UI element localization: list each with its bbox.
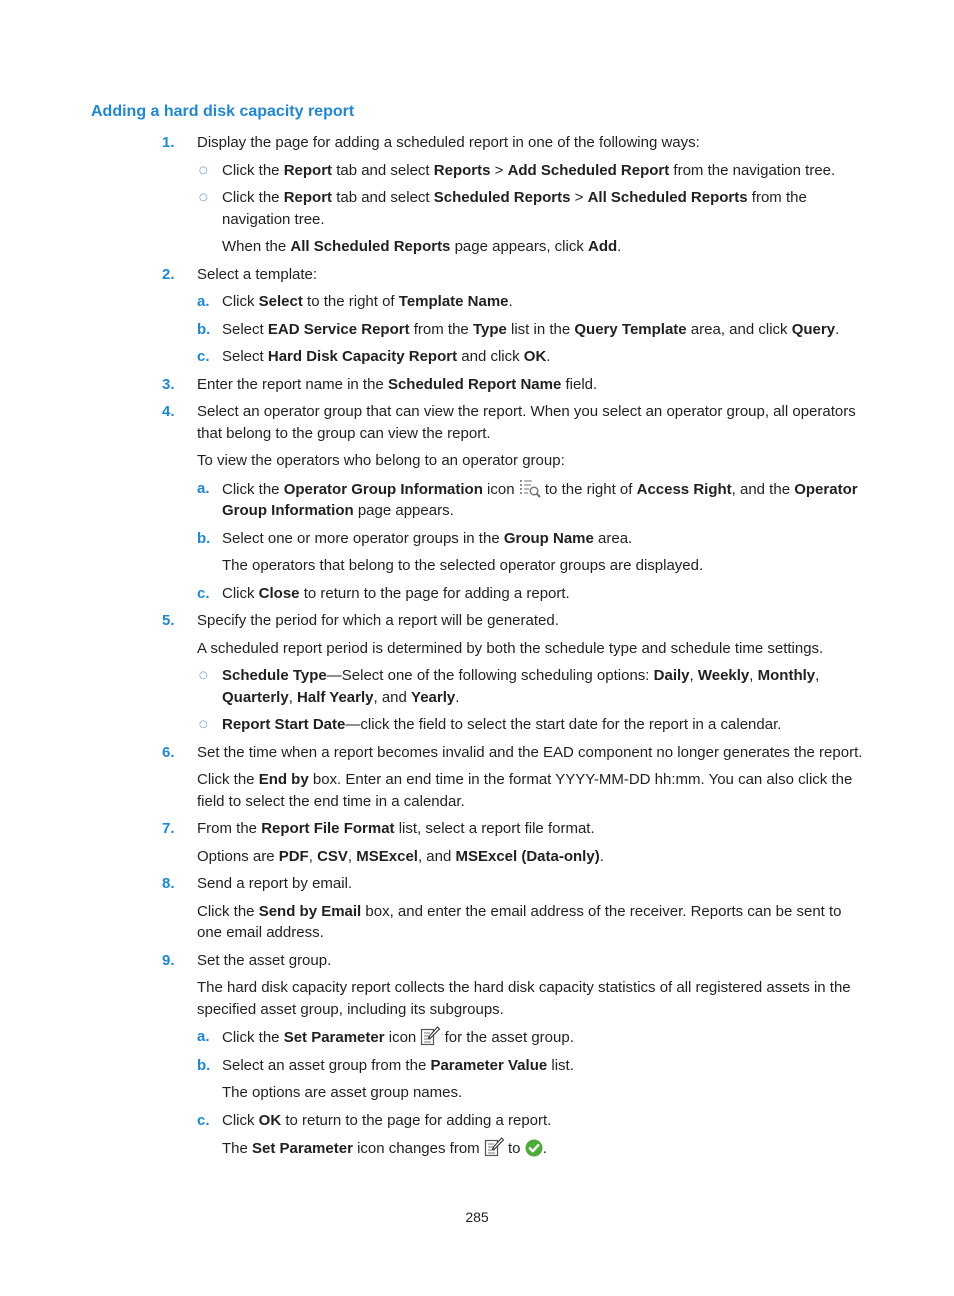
bullet-text: [222, 189, 807, 228]
bold-term: Close: [258, 584, 300, 602]
step-9: [162, 950, 866, 1160]
substep-text: [222, 321, 839, 338]
text-run: Options are: [197, 847, 279, 865]
substep-text: [222, 1112, 551, 1129]
text-run: Click: [222, 584, 259, 602]
bullet-marker: ○: [199, 192, 208, 203]
green-check-icon: [525, 1139, 543, 1157]
section-title: Adding a hard disk capacity report: [91, 103, 355, 120]
substep-label: b.: [197, 529, 211, 547]
text-run: ,: [815, 667, 820, 684]
bold-term: Access Right: [636, 480, 732, 498]
text-run: Click the: [222, 161, 284, 179]
text-run: Display the page for adding a scheduled report in one of the following ways:: [197, 134, 700, 151]
text-run: Select one or more operator groups in the: [222, 529, 504, 547]
text-run: Click: [222, 293, 259, 310]
text-run: ,: [749, 667, 758, 684]
step-number: 9.: [162, 951, 175, 969]
text-run: Click: [222, 1111, 259, 1129]
text-run: Select: [222, 348, 268, 365]
text-run: to: [503, 1140, 525, 1157]
text-run: to return to the page for adding a report.: [299, 584, 570, 602]
text-run: list in the: [506, 320, 575, 338]
text-run: to the right of: [302, 293, 399, 310]
text-run: box. Enter an end time in the format YYYY-MM-DD hh:mm. You can also click the field to select the end time in a calendar.: [197, 771, 853, 810]
bold-term: Parameter Value: [430, 1056, 548, 1074]
step-5-description: [197, 638, 866, 660]
text-run: area.: [593, 529, 633, 547]
text-run: The operators that belong to the selected operator groups are displayed.: [222, 557, 704, 574]
bullet-marker: ○: [199, 164, 208, 176]
step-9-substep-c: [197, 1110, 866, 1132]
text-run: .: [546, 348, 551, 365]
step-2-substep-b: [197, 319, 866, 341]
text-run: Enter the report name in the: [197, 375, 388, 393]
text-run: , and: [417, 847, 456, 865]
step-5-option-report-start-date: [197, 714, 866, 736]
text-run: from the navigation tree.: [222, 189, 807, 228]
text-run: Click the: [222, 480, 284, 498]
text-run: and click: [457, 348, 524, 365]
bullet-text: [222, 667, 819, 706]
substep-text: [222, 1057, 574, 1074]
step-2-substep-c: [197, 346, 866, 368]
bullet-text: [222, 162, 835, 179]
text-run: ,: [689, 667, 698, 684]
step-9-substep-a: [197, 1026, 866, 1049]
bold-term: Report: [283, 189, 333, 206]
bold-term: OK: [523, 348, 547, 365]
bold-term: MSExcel (Data-only): [455, 847, 600, 865]
substep-label: c.: [197, 1111, 210, 1129]
bold-term: All Scheduled Reports: [587, 189, 748, 206]
text-run: .: [599, 847, 604, 865]
bold-term: Weekly: [697, 667, 750, 684]
procedure-steps: [0, 132, 954, 1166]
step-number: 5.: [162, 612, 175, 629]
bold-term: Add: [587, 238, 618, 255]
substep-text: [222, 1029, 574, 1046]
bold-term: Group Name: [503, 529, 594, 547]
text-run: A scheduled report period is determined by both the schedule type and schedule time settings.: [197, 639, 824, 657]
step-1-option-2: [197, 187, 866, 230]
text-run: .: [617, 238, 622, 255]
step-1-text: [197, 132, 866, 154]
page-number: 285: [465, 1209, 489, 1225]
bold-term: Scheduled Report Name: [387, 375, 562, 393]
bullet-marker: ○: [199, 670, 208, 681]
step-number: 7.: [162, 820, 175, 837]
substep-label: a.: [197, 479, 210, 497]
text-run: to return to the page for adding a report.: [281, 1111, 552, 1129]
text-run: Send a report by email.: [197, 875, 353, 892]
bullet-text: [222, 716, 781, 733]
step-9-description: [197, 977, 866, 1020]
substep-text: [222, 481, 858, 520]
substep-label: a.: [197, 293, 210, 310]
step-3: [162, 374, 866, 396]
text-run: from the navigation tree.: [669, 161, 836, 179]
text-run: , and the: [731, 480, 795, 498]
step-number: 1.: [162, 134, 175, 151]
text-run: The: [222, 1140, 253, 1157]
substep-text: [222, 348, 550, 365]
text-run: Specify the period for which a report will be generated.: [197, 612, 559, 629]
set-parameter-icon: [484, 1137, 504, 1157]
text-run: —click the field to select the start date for the report in a calendar.: [345, 716, 782, 733]
substep-text: [222, 293, 513, 310]
step-6-text: [197, 742, 866, 764]
substep-label: c.: [197, 348, 210, 365]
substep-label: a.: [197, 1028, 210, 1045]
bold-term: OK: [258, 1111, 282, 1129]
step-8: [162, 873, 866, 944]
text-run: .: [835, 320, 840, 338]
bold-term: Add Scheduled Report: [507, 161, 670, 179]
step-6-detail: [197, 769, 866, 812]
bold-term: Quarterly: [222, 688, 289, 706]
bold-term: All Scheduled Reports: [290, 238, 451, 255]
bold-term: Template Name: [398, 293, 509, 310]
text-run: From the: [197, 820, 262, 837]
step-number: 2.: [162, 265, 175, 283]
text-run: to the right of: [540, 480, 637, 498]
text-run: from the: [409, 320, 473, 338]
step-2-substep-a: [197, 291, 866, 313]
text-run: icon changes from: [352, 1140, 484, 1157]
step-number: 6.: [162, 743, 175, 761]
step-7-detail: [197, 846, 866, 868]
set-parameter-icon: [420, 1026, 440, 1046]
text-run: Select: [222, 320, 268, 338]
text-run: To view the operators who belong to an operator group:: [197, 452, 565, 469]
text-run: list, select a report file format.: [394, 820, 595, 837]
step-7: [162, 818, 866, 867]
step-9-note-icon-change: [197, 1137, 866, 1160]
text-run: The hard disk capacity report collects the hard disk capacity statistics of all registered assets in the specified asset group, including its subgroups.: [197, 979, 851, 1018]
step-9-text: [197, 950, 866, 972]
text-run: box, and enter the email address of the receiver. Reports can be sent to one email address.: [197, 902, 842, 941]
text-run: list.: [547, 1056, 574, 1074]
bold-term: Yearly: [411, 688, 456, 706]
operator-group-information-icon: [519, 478, 541, 498]
step-2-text: [197, 264, 866, 286]
bold-term: Daily: [653, 667, 690, 684]
step-number: 8.: [162, 875, 175, 892]
step-number: 3.: [162, 375, 175, 393]
step-9-substep-b: [197, 1055, 866, 1077]
substep-label: b.: [197, 1056, 211, 1074]
text-run: ,: [288, 688, 298, 706]
bold-term: Query: [791, 320, 836, 338]
text-run: .: [542, 1140, 547, 1157]
text-run: Click the: [222, 1029, 284, 1046]
text-run: .: [455, 688, 460, 706]
bold-term: PDF: [278, 847, 309, 865]
text-run: icon: [384, 1029, 421, 1046]
step-4-intro: [197, 450, 866, 472]
text-run: Click the: [197, 771, 259, 788]
step-9-note-options: [197, 1082, 866, 1104]
step-5-text: [197, 610, 866, 632]
text-run: When the: [222, 238, 291, 255]
step-4-substep-c: [197, 583, 866, 605]
bullet-marker: ○: [199, 719, 208, 730]
step-8-text: [197, 873, 866, 895]
bold-term: Scheduled Reports: [433, 189, 571, 206]
step-4-text: [197, 401, 866, 444]
text-run: Click the: [197, 902, 259, 920]
step-number: 4.: [162, 403, 175, 420]
step-7-text: [197, 818, 866, 840]
substep-text: [222, 530, 632, 547]
step-1-note: [197, 236, 866, 258]
step-6: [162, 742, 866, 813]
text-run: , and: [373, 688, 412, 706]
text-run: ,: [308, 847, 318, 865]
step-1-option-1: [197, 160, 866, 182]
text-run: page appears.: [353, 502, 454, 519]
bold-term: Select: [258, 293, 303, 310]
text-run: Select an operator group that can view the report. When you select an operator group, all operators that belong to the group can view the report.: [197, 403, 856, 442]
bold-term: End by: [258, 771, 309, 788]
bold-term: Monthly: [757, 667, 816, 684]
bold-term: Type: [472, 320, 507, 338]
text-run: Set the time when a report becomes invalid and the EAD component no longer generates the report.: [197, 743, 863, 761]
bold-term: Report Start Date: [222, 716, 346, 733]
bold-term: Operator Group Information: [222, 480, 858, 519]
text-run: The options are asset group names.: [222, 1084, 463, 1101]
step-4: [162, 401, 866, 604]
text-run: field.: [561, 375, 598, 393]
substep-label: b.: [197, 320, 211, 338]
step-5-option-schedule-type: [197, 665, 866, 708]
text-run: Select an asset group from the: [222, 1056, 431, 1074]
step-4-substep-a: [197, 478, 866, 522]
text-run: icon: [482, 480, 519, 498]
text-run: >: [570, 189, 588, 206]
step-1: [162, 132, 866, 258]
text-run: tab and select: [332, 189, 434, 206]
bold-term: Set Parameter: [252, 1140, 353, 1157]
text-run: >: [490, 161, 508, 179]
text-run: area, and click: [686, 320, 792, 338]
text-run: Set the asset group.: [197, 951, 332, 969]
bold-term: Query Template: [574, 320, 687, 338]
text-run: .: [508, 293, 513, 310]
substep-text: [222, 585, 570, 602]
text-run: Select a template:: [197, 265, 318, 283]
text-run: ,: [347, 847, 357, 865]
bold-term: Hard Disk Capacity Report: [267, 348, 458, 365]
bold-term: Reports: [433, 161, 491, 179]
step-3-text: [197, 374, 866, 396]
text-run: page appears, click: [450, 238, 588, 255]
bold-term: CSV: [317, 847, 348, 865]
bold-term: Operator Group Information: [283, 480, 483, 498]
bold-term: Schedule Type: [222, 667, 327, 684]
text-run: for the asset group.: [440, 1029, 574, 1046]
bold-term: Report File Format: [261, 820, 395, 837]
step-4-substep-b: [197, 528, 866, 550]
text-run: Click the: [222, 189, 284, 206]
text-run: tab and select: [332, 161, 434, 179]
bold-term: MSExcel: [356, 847, 418, 865]
text-run: —Select one of the following scheduling options:: [326, 667, 654, 684]
step-8-detail: [197, 901, 866, 944]
step-4-note: [197, 555, 866, 577]
bold-term: Set Parameter: [283, 1029, 385, 1046]
bold-term: Send by Email: [258, 902, 362, 920]
step-5: [162, 610, 866, 736]
bold-term: Report: [283, 161, 333, 179]
bold-term: Half Yearly: [297, 688, 374, 706]
substep-label: c.: [197, 584, 210, 602]
step-2: [162, 264, 866, 368]
bold-term: EAD Service Report: [267, 320, 410, 338]
